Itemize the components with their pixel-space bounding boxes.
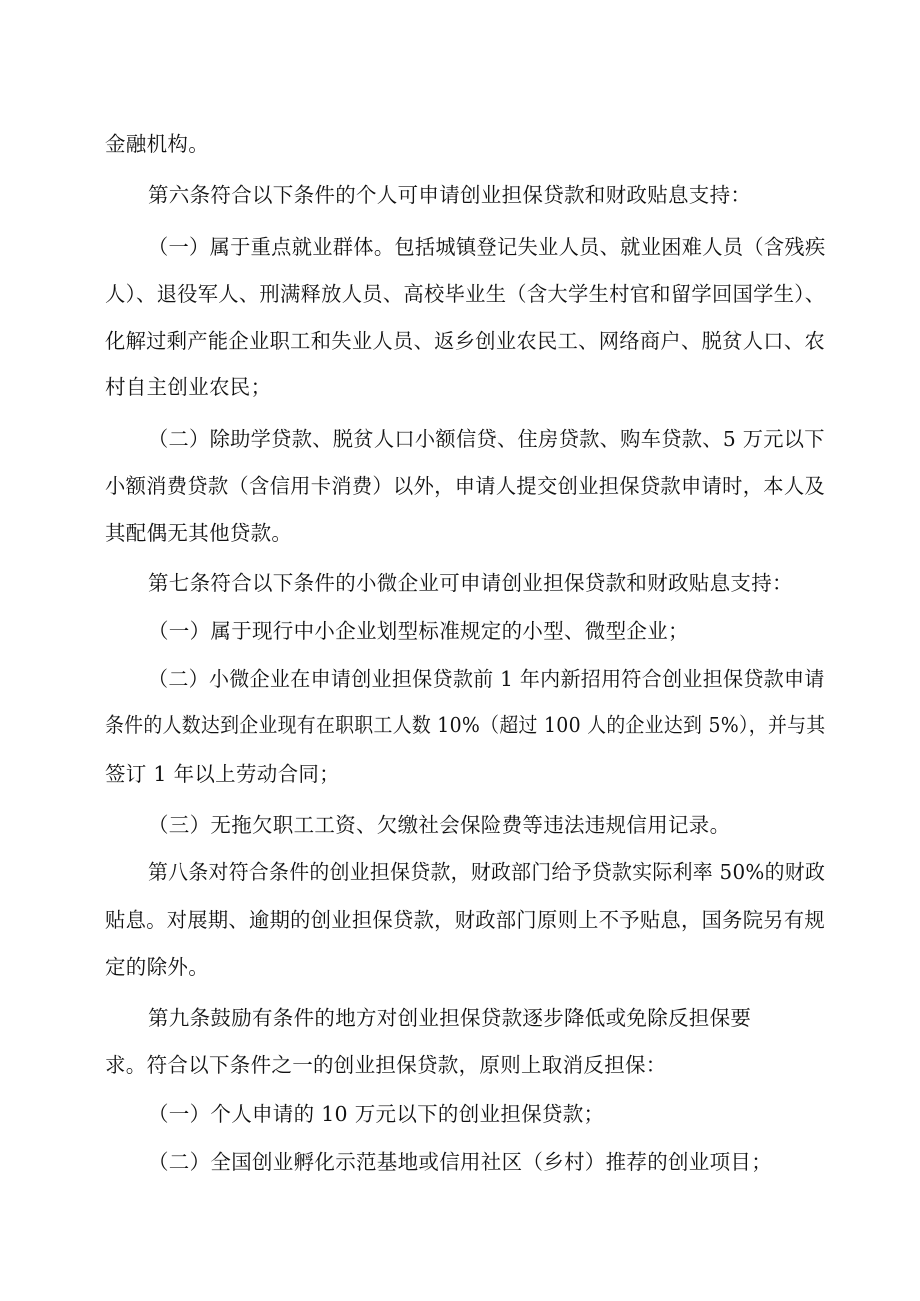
- article-7-heading: 第七条符合以下条件的小微企业可申请创业担保贷款和财政贴息支持：: [148, 571, 793, 595]
- text-line: （二）全国创业孵化示范基地或信用社区（乡村）推荐的创业项目；: [148, 1150, 772, 1174]
- text-line: （一）属于现行中小企业划型标准规定的小型、微型企业；: [148, 619, 689, 643]
- text-line: （三）无拖欠职工工资、欠缴社会保险费等违法违规信用记录。: [148, 813, 731, 837]
- text-line: 人）、退役军人、刑满释放人员、高校毕业生（含大学生村官和留学回国学生）、: [105, 282, 826, 306]
- article-6-heading: 第六条符合以下条件的个人可申请创业担保贷款和财政贴息支持：: [148, 183, 752, 207]
- text-line: 求。符合以下条件之一的创业担保贷款，原则上取消反担保：: [105, 1053, 667, 1077]
- text-line: 小额消费贷款（含信用卡消费）以外，申请人提交创业担保贷款申请时，本人及: [105, 474, 825, 498]
- text-line: （一）个人申请的 10 万元以下的创业担保贷款；: [148, 1102, 605, 1126]
- text-line: 条件的人数达到企业现有在职职工人数 10%（超过 100 人的企业达到 5%），并与其: [105, 713, 826, 737]
- text-line: 村自主创业农民；: [105, 375, 272, 399]
- article-8-heading: 第八条对符合条件的创业担保贷款，财政部门给予贷款实际利率 50%的财政: [148, 860, 826, 884]
- text-line: （二）小微企业在申请创业担保贷款前 1 年内新招用符合创业担保贷款申请: [148, 667, 825, 691]
- text-line: （二）除助学贷款、脱贫人口小额信贷、住房贷款、购车贷款、5 万元以下: [148, 427, 825, 451]
- article-9-heading: 第九条鼓励有条件的地方对创业担保贷款逐步降低或免除反担保要: [148, 1006, 752, 1030]
- text-line: 定的除外。: [105, 955, 209, 979]
- text-line: 金融机构。: [105, 132, 209, 156]
- text-line: 其配偶无其他贷款。: [105, 521, 293, 545]
- text-line: 贴息。对展期、逾期的创业担保贷款，财政部门原则上不予贴息，国务院另有规: [105, 908, 825, 932]
- text-line: （一）属于重点就业群体。包括城镇登记失业人员、就业困难人员（含残疾: [148, 235, 826, 259]
- text-line: 签订 1 年以上劳动合同；: [105, 762, 340, 786]
- text-line: 化解过剩产能企业职工和失业人员、返乡创业农民工、网络商户、脱贫人口、农: [105, 329, 825, 353]
